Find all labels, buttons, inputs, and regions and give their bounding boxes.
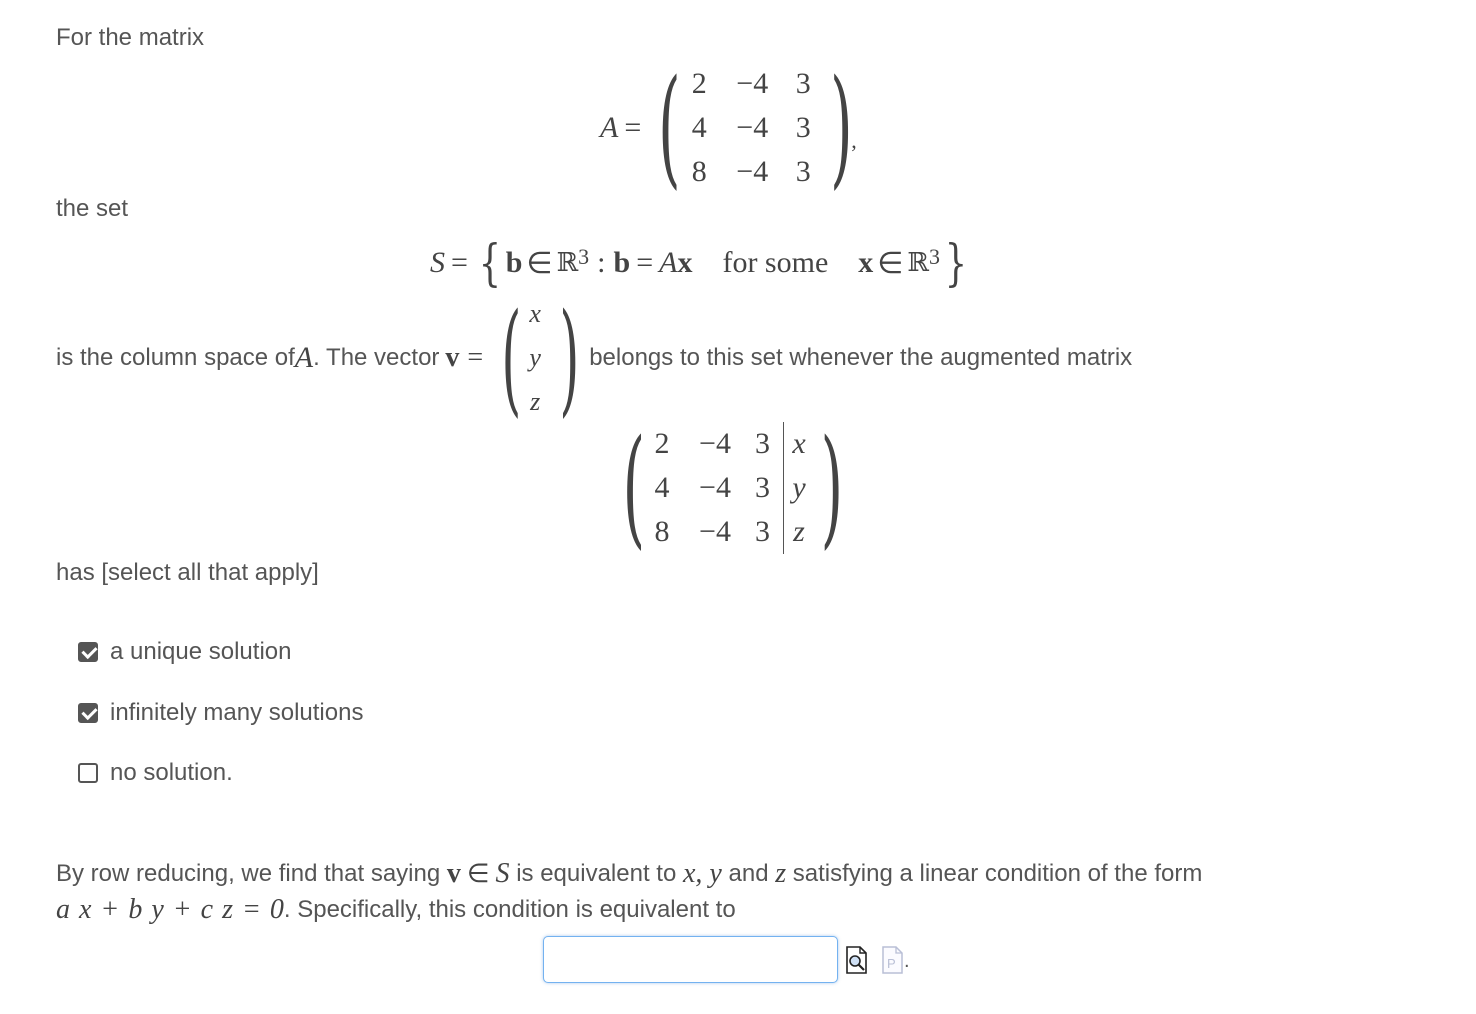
vector-v-entry: z (530, 387, 541, 416)
set-s: S (430, 246, 445, 279)
option-checkbox[interactable] (78, 703, 98, 723)
exponent-3: 3 (578, 244, 590, 269)
left-paren: ( (658, 53, 681, 202)
set-equals: = (451, 246, 468, 279)
augmented-rhs-entry: y (792, 471, 806, 504)
for-some-text: for some (722, 246, 829, 279)
column-space-a: A (294, 341, 314, 374)
matrix-a-entry: 2 (691, 67, 707, 100)
augmented-entry: 3 (746, 466, 784, 510)
conclusion-in: ∈ (466, 859, 490, 888)
intro-text: For the matrix (56, 24, 205, 51)
right-paren: ) (830, 53, 853, 202)
element-of-2: ∈ (877, 246, 904, 280)
real-numbers-2: ℝ (907, 248, 930, 278)
real-numbers: ℝ (556, 248, 579, 278)
matrix-a-entry: 3 (795, 67, 811, 100)
exponent-3-b: 3 (929, 244, 941, 269)
preview-icon[interactable] (845, 946, 869, 974)
augmented-entry: 3 (746, 422, 784, 466)
equals-sign: = (624, 111, 642, 144)
format-help-icon[interactable] (881, 946, 905, 974)
vector-b-2: b (613, 246, 631, 279)
matrix-a-comma: , (851, 128, 857, 153)
matrix-a-name: A (600, 111, 619, 144)
augmented-entry: −4 (699, 471, 731, 504)
conclusion-text-b: is equivalent to (509, 860, 683, 887)
matrix-a-entry: −4 (736, 111, 769, 144)
set-definition (430, 234, 972, 292)
left-brace: { (478, 234, 501, 292)
aug-right-paren: ) (820, 413, 844, 562)
conclusion-line-2 (56, 894, 736, 926)
vector-v-equals: = (467, 342, 484, 373)
aug-left-paren: ( (622, 413, 646, 562)
option-checkbox[interactable] (78, 763, 98, 783)
vector-x-2: x (858, 246, 874, 279)
augmented-rhs-entry: x (792, 427, 806, 460)
format-help-icon-svg (881, 946, 905, 974)
option-label[interactable]: no solution. (110, 759, 233, 786)
vector-right-paren: ) (559, 287, 580, 429)
option-label[interactable]: infinitely many solutions (110, 699, 364, 726)
augmented-entry: 8 (654, 515, 670, 548)
augmented-entry: 2 (654, 427, 670, 460)
option-checkbox[interactable] (78, 642, 98, 662)
option-label[interactable]: a unique solution (110, 638, 292, 665)
column-space-line (56, 287, 1133, 429)
matrix-a-ref: A (659, 246, 678, 279)
conclusion-z: z (775, 858, 787, 889)
conclusion-text-d: satisfying a linear condition of the form (786, 860, 1203, 887)
select-all-prompt: has [select all that apply] (56, 559, 319, 586)
vector-v-entry: y (529, 343, 541, 372)
augmented-matrix (616, 413, 844, 562)
augmented-rhs-entry: z (793, 515, 805, 548)
preview-icon-svg (845, 946, 869, 974)
vector-v-entry: x (529, 299, 541, 328)
conclusion-s: S (495, 858, 510, 889)
augmented-entry: 3 (746, 510, 784, 554)
vector-v-grid (517, 292, 553, 424)
matrix-a-equation (600, 53, 857, 202)
equals-2: = (636, 246, 654, 279)
vector-v: v (445, 342, 460, 373)
augmented-entry: −4 (699, 515, 731, 548)
augmented-entry: 4 (654, 471, 670, 504)
svg-text:P: P (887, 956, 896, 971)
matrix-a-entry: 8 (691, 155, 707, 188)
augmented-entry: −4 (699, 427, 731, 460)
matrix-a-entry: −4 (736, 67, 769, 100)
conclusion-text-c: and (721, 860, 776, 887)
column-space-text: is the column space of (56, 344, 295, 371)
element-of: ∈ (526, 246, 553, 280)
vector-x: x (677, 246, 693, 279)
linear-form: a x + b y + c z = 0 (56, 894, 284, 925)
augmented-grid (640, 422, 814, 554)
conclusion-xy: x, y (682, 858, 722, 889)
answer-trailing-period: . (904, 950, 910, 972)
vector-b: b (505, 246, 523, 279)
matrix-a-entry: 3 (795, 111, 811, 144)
vector-text: . The vector (313, 344, 440, 371)
vector-left-paren: ( (501, 287, 522, 429)
answer-input[interactable] (543, 936, 838, 983)
the-set-text: the set (56, 195, 129, 222)
matrix-a-entry: 3 (795, 155, 811, 188)
belongs-text: belongs to this set whenever the augmented matrix (589, 344, 1133, 371)
matrix-a-entry: −4 (736, 155, 769, 188)
conclusion-text-e: . Specifically, this condition is equivalent to (283, 896, 736, 923)
conclusion-v: v (446, 858, 461, 889)
matrix-a-grid (677, 62, 823, 194)
colon: : (597, 246, 606, 279)
conclusion-line-1 (56, 858, 1202, 890)
conclusion-text-a: By row reducing, we find that saying (56, 860, 447, 887)
matrix-a-entry: 4 (691, 111, 707, 144)
right-brace: } (944, 234, 968, 292)
